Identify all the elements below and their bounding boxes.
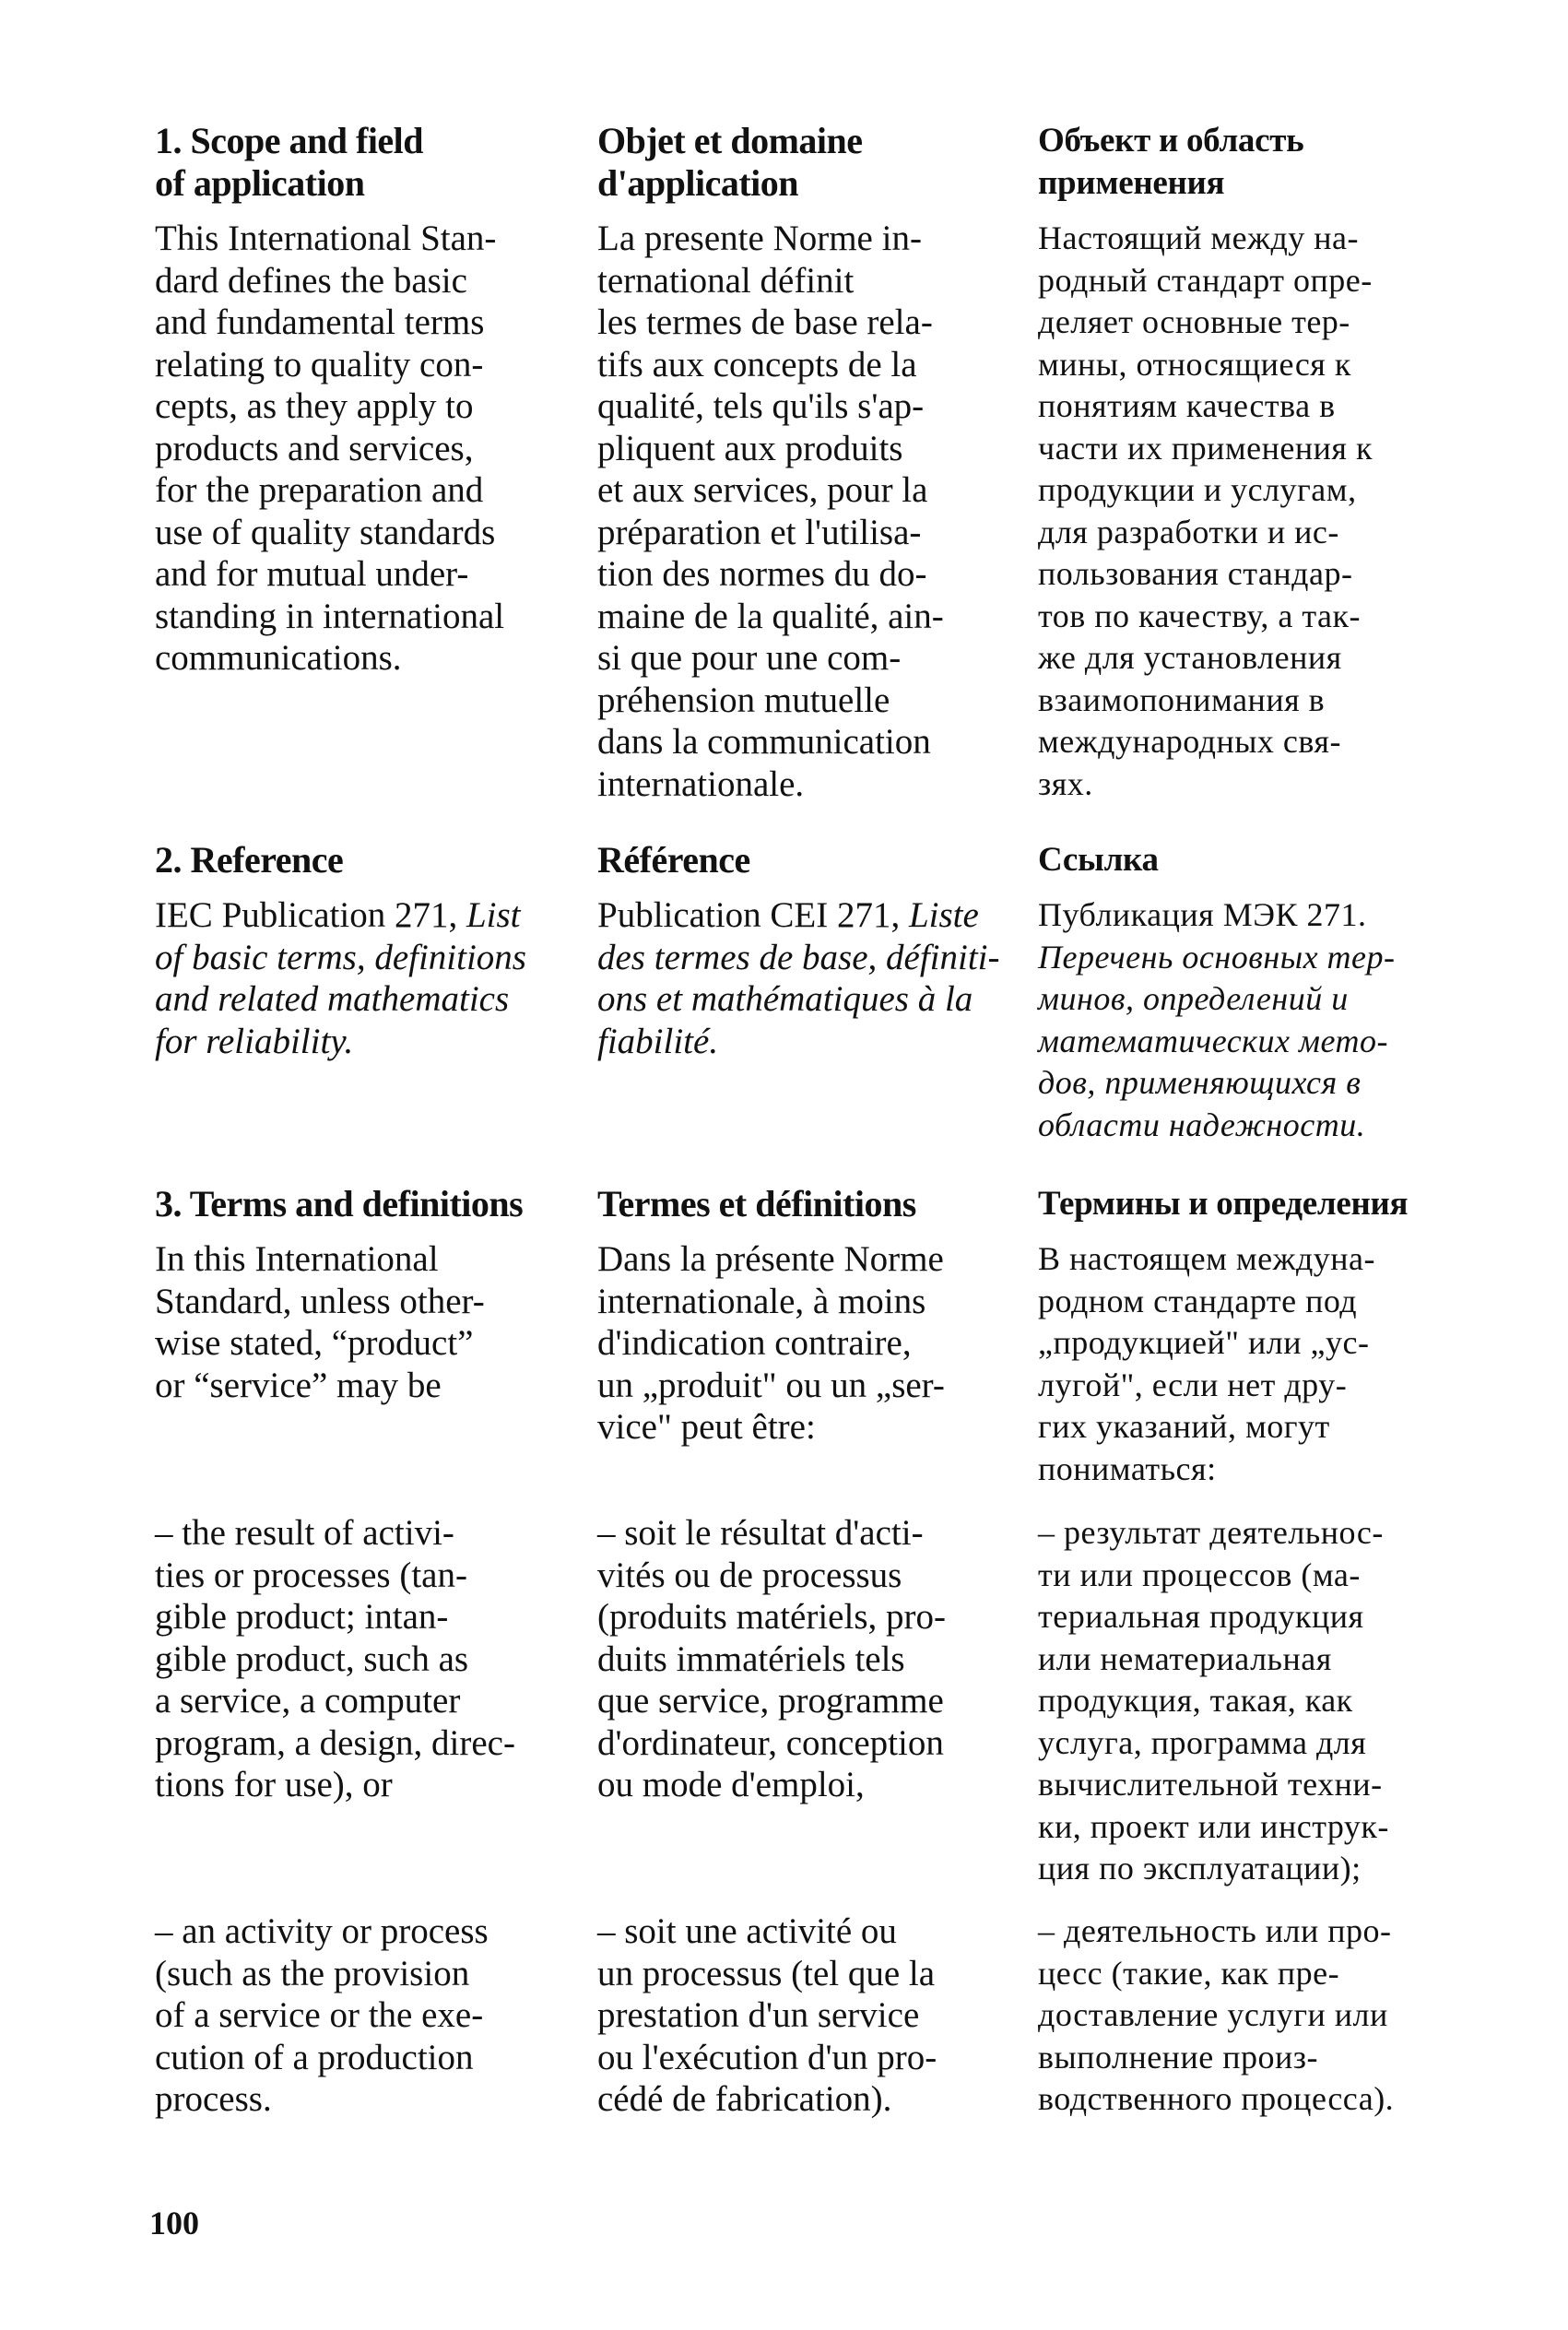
item-result-en: – the result of activi- ties or processes (tan- gible product; intan- gible product, such as a service, a computer program, a design, direc- tions for use), or xyxy=(155,1513,515,1804)
reference-title-en: List of basic terms, definitions and related mathematics for reliability. xyxy=(155,895,526,1061)
column-french xyxy=(597,120,1025,805)
heading-scope-ru: Объект и область применения xyxy=(1038,122,1304,202)
reference-lead-ru: Публикация МЭК 271. xyxy=(1038,896,1367,933)
item-result-fr: – soit le résultat d'acti- vités ou de processus (produits matériels, pro- duits immatériels tels que service, programme d'ordinateur, conception ou mode d'emploi, xyxy=(597,1513,946,1804)
text-reference-en xyxy=(155,894,568,1062)
text-reference-fr xyxy=(597,894,1025,1062)
column-russian xyxy=(1038,120,1455,805)
heading-scope-en: 1. Scope and field of application xyxy=(155,120,424,204)
column-english xyxy=(155,839,568,1062)
heading-terms-en: 3. Terms and definitions xyxy=(155,1183,524,1224)
column-english xyxy=(155,1183,568,1406)
text-scope-en: This International Stan- dard defines the basic and fundamental terms relating to quality con- cepts, as they apply to products and services, for the preparation and use of quality standards and for mutual under- standing in international communications. xyxy=(155,219,505,678)
text-reference-ru xyxy=(1038,894,1455,1146)
heading-reference-fr: Référence xyxy=(597,839,750,881)
reference-title-fr: Liste des termes de base, définiti- ons et mathématiques à la fiabilité. xyxy=(597,895,1000,1061)
item-activity-ru: – деятельность или про- цесс (такие, как пре- доставление услуги или выполнение произ- водственного процесса). xyxy=(1038,1912,1395,2117)
reference-lead-fr: Publication CEI 271, xyxy=(597,895,909,935)
heading-reference-en: 2. Reference xyxy=(155,839,344,881)
heading-terms-fr: Termes et définitions xyxy=(597,1183,916,1224)
text-terms-ru: В настоящем междуна- родном стандарте под „продукцией" или „ус- лугой", если нет дру- гих указаний, могут пониматься: xyxy=(1038,1240,1376,1487)
page-number: 100 xyxy=(149,2205,199,2241)
item-activity-fr: – soit une activité ou un processus (tel que la prestation d'un service ou l'exécution d'un pro- cédé de fabrication). xyxy=(597,1911,937,2119)
reference-lead-en: IEC Publication 271, xyxy=(155,895,466,935)
heading-terms-ru: Термины и определения xyxy=(1038,1185,1409,1223)
text-terms-en: In this International Standard, unless other- wise stated, “product” or “service” may be xyxy=(155,1239,485,1405)
column-french xyxy=(597,1910,1025,2121)
text-scope-ru: Настоящий между на- родный стандарт опре- деляет основные тер- мины, относящиеся к понятиям качества в части их применения к продукции и услугам, для разработки и ис- пользования стандар- тов по качеству, а так- же для установления взаимопонимания в международных свя- зях. xyxy=(1038,219,1373,802)
column-english xyxy=(155,1512,568,1806)
text-scope-fr: La presente Norme in- ternational définit les termes de base rela- tifs aux concepts de la qualité, tels qu'ils s'ap- pliquent aux produits et aux services, pour la préparation et l'utilisa- tion des normes du do- maine de la qualité, ain- si que pour une com- préhension mutuelle dans la communication internationale. xyxy=(597,219,944,804)
item-activity-en: – an activity or process (such as the provision of a service or the exe- cution of a production process. xyxy=(155,1911,489,2119)
item-result-ru: – результат деятельнос- ти или процессов (ма- териальная продукция или нематериальная продукция, такая, как услуга, программа для вычислительной техни- ки, проект или инструк- ция по эксплуатации); xyxy=(1038,1514,1389,1886)
column-french xyxy=(597,1183,1025,1449)
column-russian xyxy=(1038,839,1455,1146)
reference-title-ru: Перечень основных тер- минов, определений и математических мето- дов, применяющихся в области надежности. xyxy=(1038,938,1396,1143)
column-french xyxy=(597,839,1025,1062)
column-russian xyxy=(1038,1183,1455,1490)
heading-scope-fr: Objet et domaine d'application xyxy=(597,120,863,204)
column-english xyxy=(155,1910,568,2121)
heading-reference-ru: Ссылка xyxy=(1038,841,1159,879)
column-english xyxy=(155,120,568,680)
column-russian xyxy=(1038,1910,1455,2121)
text-terms-fr: Dans la présente Norme internationale, à moins d'indication contraire, un „produit" ou un „ser- vice" peut être: xyxy=(597,1239,945,1447)
column-french xyxy=(597,1512,1025,1806)
column-russian xyxy=(1038,1512,1455,1890)
